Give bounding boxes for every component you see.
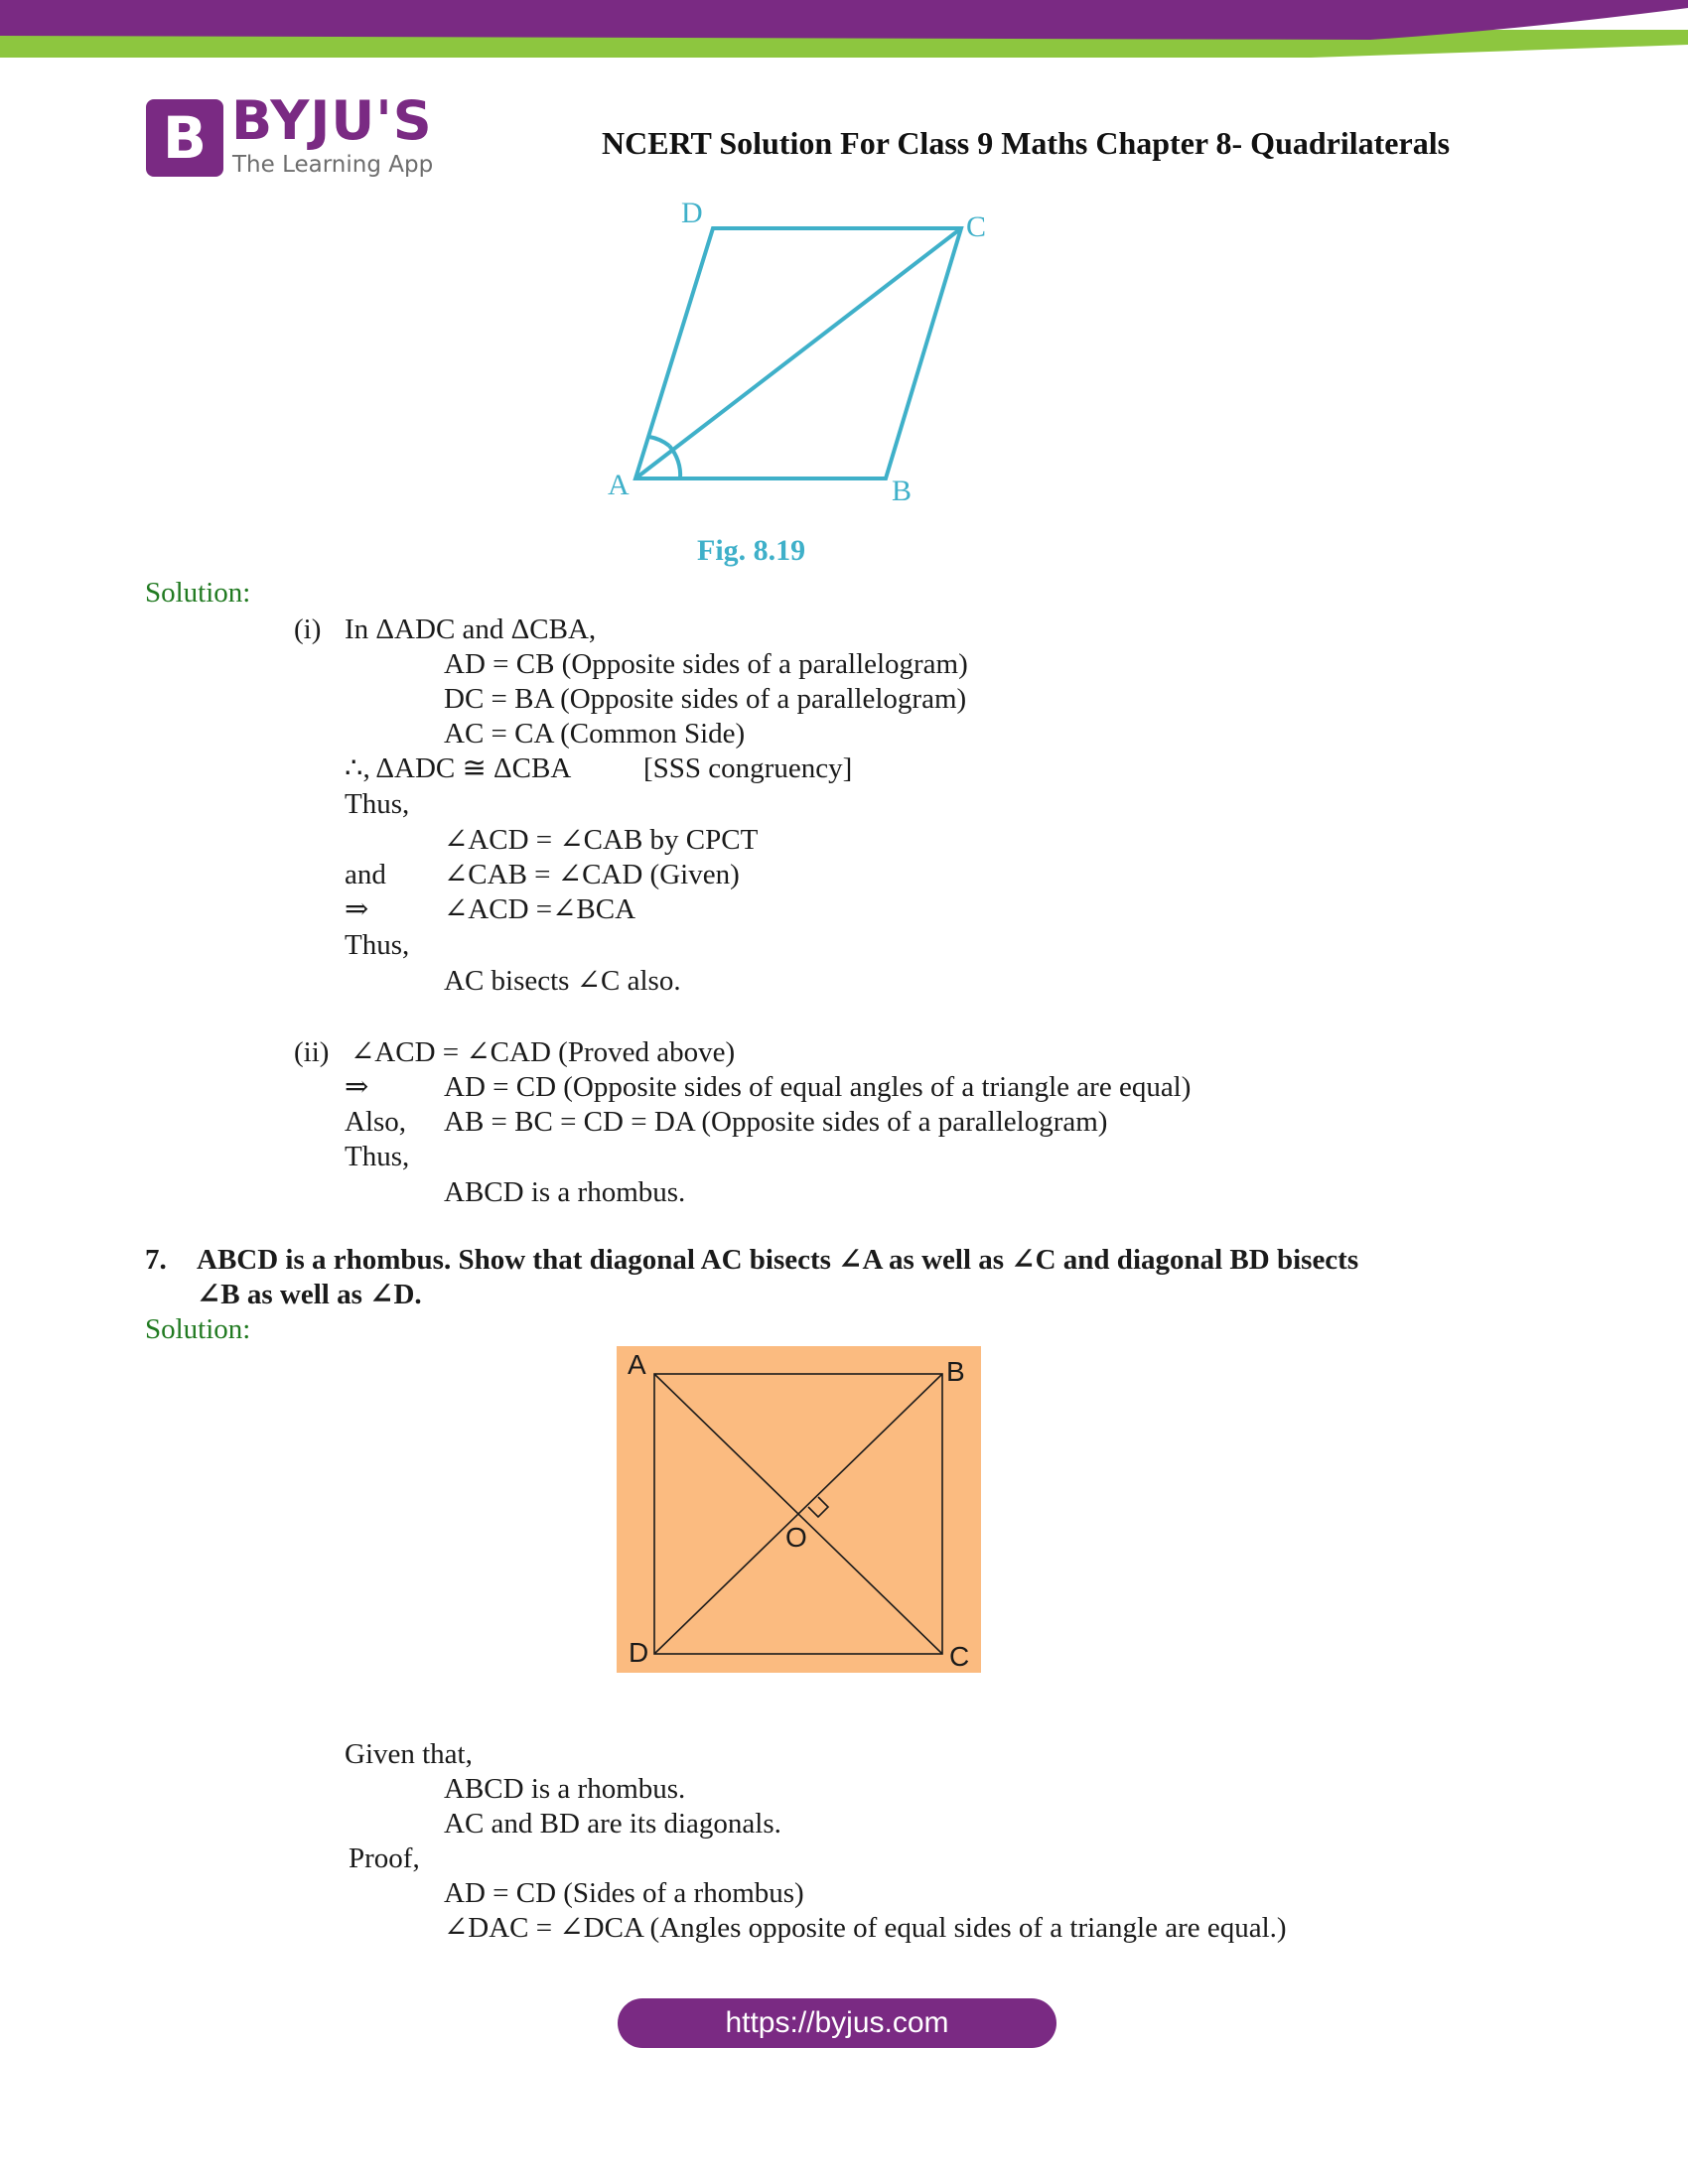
part-i-reason: [SSS congruency] (643, 752, 853, 784)
fig1-label-a: A (608, 469, 630, 501)
brand-name: BYJU'S (231, 89, 433, 152)
brand-tagline: The Learning App (232, 152, 434, 178)
part-i-number: (i) (294, 614, 322, 645)
sol7-proof-line1: AD = CD (Sides of a rhombus) (444, 1877, 804, 1909)
figure-rhombus (617, 1346, 981, 1673)
part-i-intro: In ΔADC and ΔCBA, (345, 614, 597, 645)
part-ii-implies: ⇒ (345, 1071, 369, 1103)
top-banner (0, 0, 1688, 60)
part-i-eq1: AD = CB (Opposite sides of a parallelogram) (444, 648, 968, 680)
part-ii-number: (ii) (294, 1036, 330, 1068)
question-7-solution-heading: Solution: (145, 1313, 251, 1345)
part-i-eq4: ∠ACD = ∠CAB by CPCT (444, 824, 759, 856)
sol7-given-line1: ABCD is a rhombus. (444, 1773, 686, 1805)
page-title: NCERT Solution For Class 9 Maths Chapter 8- Quadrilaterals (602, 125, 1451, 161)
fig2-label-o: O (785, 1522, 807, 1553)
part-ii-thus: Thus, (345, 1141, 410, 1172)
figure-rhombus-background (617, 1346, 981, 1673)
fig1-label-c: C (966, 210, 987, 243)
part-ii-eq3: AB = BC = CD = DA (Opposite sides of a parallelogram) (444, 1106, 1108, 1138)
question-7-number: 7. (145, 1244, 167, 1276)
part-i-thus2: Thus, (345, 929, 410, 961)
part-i-eq2: DC = BA (Opposite sides of a parallelogram) (444, 683, 967, 715)
part-i-implies: ⇒ (345, 893, 369, 925)
sol7-proof-line2: ∠DAC = ∠DCA (Angles opposite of equal sides of a triangle are equal.) (444, 1912, 1287, 1944)
part-i-therefore: ∴, ΔADC ≅ ΔCBA (345, 752, 572, 784)
brand-logo-letter: B (162, 104, 208, 172)
sol7-given-line2: AC and BD are its diagonals. (444, 1808, 781, 1840)
part-ii-eq2: AD = CD (Opposite sides of equal angles of a triangle are equal) (444, 1071, 1192, 1103)
footer-url-link[interactable]: https://byjus.com (618, 1998, 1056, 2048)
part-i-eq7: AC bisects ∠C also. (444, 965, 681, 997)
sol7-proof: Proof, (349, 1843, 420, 1874)
part-i-thus1: Thus, (345, 788, 410, 820)
question-7-text-line1: ABCD is a rhombus. Show that diagonal AC bisects ∠A as well as ∠C and diagonal BD bisects (197, 1244, 1359, 1276)
fig2-label-b: B (946, 1356, 965, 1387)
fig1-label-d: D (681, 199, 703, 229)
figure-caption: Fig. 8.19 (697, 534, 806, 567)
sol7-given: Given that, (345, 1738, 473, 1770)
diagonal-ac (635, 228, 961, 478)
figure-parallelogram (596, 199, 1013, 576)
angle-arc-inner (649, 437, 669, 446)
part-i-and: and (345, 859, 386, 890)
part-ii-eq1: ∠ACD = ∠CAD (Proved above) (351, 1036, 736, 1068)
brand-logo-mark (146, 99, 223, 177)
part-i-eq3: AC = CA (Common Side) (444, 718, 746, 750)
part-ii-eq4: ABCD is a rhombus. (444, 1176, 686, 1208)
part-i-eq6: ∠ACD =∠BCA (444, 893, 636, 925)
question-7-text-line2: ∠B as well as ∠D. (197, 1279, 422, 1310)
angle-arc-outer (669, 446, 680, 478)
top-banner-purple-stripe (0, 0, 1688, 40)
part-i-eq5: ∠CAB = ∠CAD (Given) (444, 859, 740, 890)
fig2-label-c: C (949, 1641, 970, 1672)
fig2-label-a: A (628, 1349, 646, 1380)
solution-heading: Solution: (145, 577, 251, 609)
fig2-label-d: D (629, 1637, 649, 1668)
fig1-label-b: B (892, 475, 913, 507)
part-ii-also: Also, (345, 1106, 407, 1138)
